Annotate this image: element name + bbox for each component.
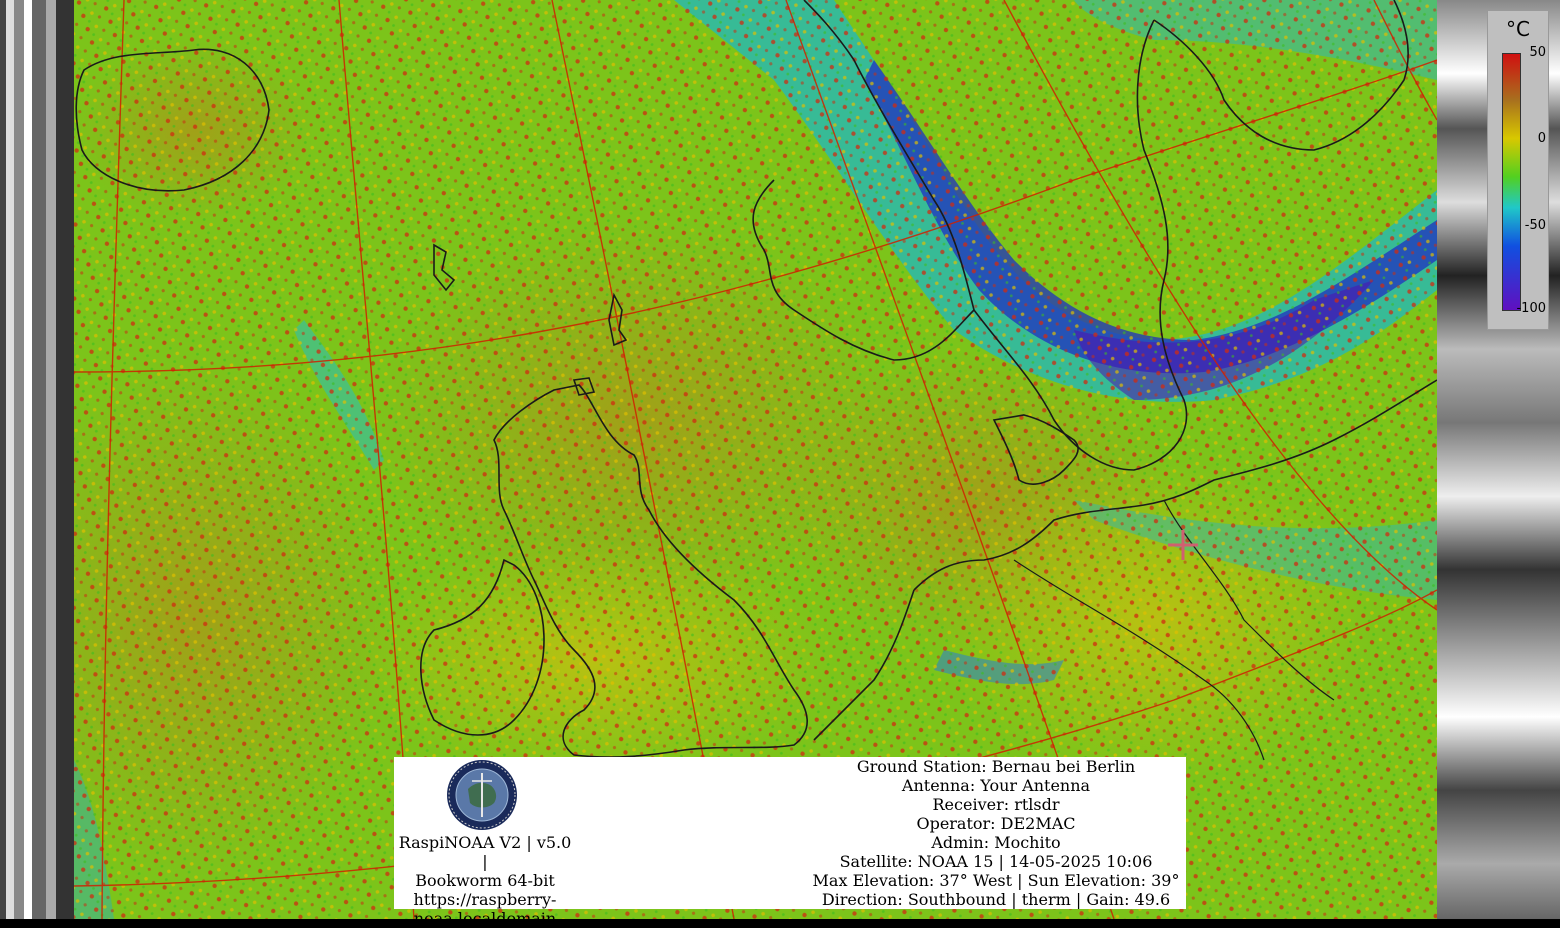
admin-line: Admin: Mochito xyxy=(931,833,1061,852)
direction-line: Direction: Southbound | therm | Gain: 49.6 xyxy=(821,890,1171,909)
legend-unit: °C xyxy=(1506,17,1530,41)
receiver-line: Receiver: rtlsdr xyxy=(932,795,1060,814)
caption-line: noaa.localdomain xyxy=(413,909,557,928)
legend-color-bar xyxy=(1502,53,1521,311)
left-telemetry-strip xyxy=(0,0,74,919)
station-info-box xyxy=(394,757,1186,928)
caption-line: https://raspberry- xyxy=(413,890,557,909)
temperature-legend xyxy=(1487,10,1549,330)
antenna-line: Antenna: Your Antenna xyxy=(901,776,1091,795)
caption-line: RaspiNOAA V2 | v5.0 | xyxy=(398,833,572,871)
satellite-line: Satellite: NOAA 15 | 14-05-2025 10:06 xyxy=(839,852,1153,871)
caption-line: Bookworm 64-bit xyxy=(415,871,555,890)
pass-details xyxy=(806,757,1186,909)
operator-line: Operator: DE2MAC xyxy=(916,814,1076,833)
legend-tick: -50 xyxy=(1524,218,1546,233)
legend-tick: -100 xyxy=(1516,301,1546,316)
legend-tick: 0 xyxy=(1537,131,1546,146)
ground-station-line: Ground Station: Bernau bei Berlin xyxy=(856,757,1136,776)
software-caption xyxy=(394,833,576,928)
elevation-line: Max Elevation: 37° West | Sun Elevation: 39° xyxy=(812,871,1180,890)
legend-tick: 50 xyxy=(1529,45,1546,60)
station-logo-icon xyxy=(446,759,518,831)
